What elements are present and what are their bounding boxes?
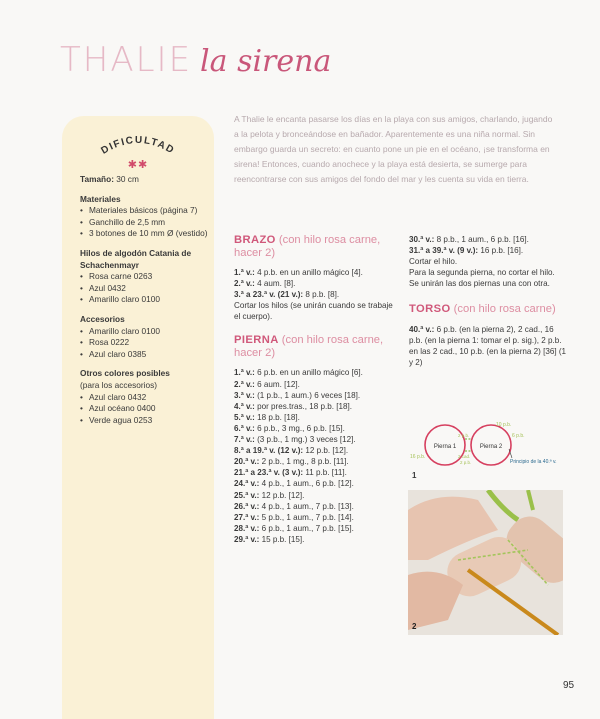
round-text: 16 p.b. [16].: [478, 246, 524, 256]
pierna-continuation: [409, 234, 567, 289]
round-label: 2.ª v.:: [234, 279, 255, 289]
round-text: por pres.tras., 18 p.b. [18].: [254, 401, 353, 411]
instruction-line: [234, 434, 394, 445]
list-item: • Amarillo claro 0100: [80, 326, 210, 338]
round-text: 11 p.b. [11].: [303, 468, 347, 478]
crochet-photo: [408, 490, 563, 635]
pierna-instructions: [234, 367, 394, 545]
round-text: 6 p.b., 3 mg., 6 p.b. [15].: [254, 423, 345, 433]
section-title-torso: [409, 303, 567, 316]
instruction-line: [234, 278, 394, 289]
instruction-line: [409, 256, 567, 267]
round-text: 6 p.b. en un anillo mágico [6].: [254, 368, 363, 378]
round-text: 4 p.b. en un anillo mágico [4].: [254, 268, 363, 277]
round-text: Cortar el hilo.: [409, 257, 458, 267]
round-label: 20.ª v.:: [234, 457, 260, 467]
label-16pb: 16 p.b.: [410, 454, 426, 460]
label-6pb: 6 p.b.: [512, 433, 525, 439]
instruction-line: [409, 267, 567, 278]
other-colors-title: Otros colores posibles: [80, 368, 170, 379]
label-10pb: 10 p.b.: [496, 422, 512, 428]
instruction-line: [234, 456, 394, 467]
instruction-line: [234, 423, 394, 434]
round-label: 27.ª v.:: [234, 512, 260, 522]
round-text: (1 p.b., 1 aum.) 6 veces [18].: [254, 390, 361, 400]
round-text: (3 p.b., 1 mg.) 3 veces [12].: [254, 435, 356, 445]
round-label: 2.ª v.:: [234, 379, 255, 389]
section-title-brazo: [234, 234, 394, 259]
round-text: 2 p.b., 1 mg., 8 p.b. [11].: [259, 457, 349, 467]
yarns-list: [80, 271, 210, 306]
round-label: 3.ª a 23.ª v. (21 v.):: [234, 290, 304, 300]
round-text: 4 p.b., 1 aum., 6 p.b. [12].: [259, 479, 354, 489]
instruction-line: [234, 523, 394, 534]
pattern-column-1: [234, 234, 394, 545]
title-subtitle: la sirena: [200, 44, 332, 79]
figure-number-2: 2: [412, 622, 417, 631]
crochet-photo-illustration: [408, 490, 563, 635]
page-title: [60, 40, 331, 80]
instruction-line: [234, 367, 394, 378]
round-text: 8 p.b. [8].: [303, 290, 340, 300]
label-2pb-top: 2 p.b.: [458, 433, 470, 438]
page-number: 95: [563, 680, 575, 691]
instruction-line: [409, 234, 567, 245]
round-label: 40.ª v.:: [409, 324, 435, 334]
section-title-bold: PIERNA: [234, 334, 279, 347]
label-2pb-bottom: 2 p.b.: [460, 460, 472, 465]
section-title-bold: BRAZO: [234, 234, 276, 246]
list-item: • Azul claro 0432: [80, 392, 210, 404]
list-item: • Azul claro 0385: [80, 349, 210, 361]
instruction-line: [234, 478, 394, 489]
instruction-line: [234, 534, 394, 545]
round-label: 8.ª a 19.ª v. (12 v.):: [234, 446, 304, 456]
instruction-line: [234, 289, 394, 300]
round-text: 6 aum. [12].: [254, 379, 300, 389]
legs-join-diagram: [408, 418, 568, 478]
round-label: 29.ª v.:: [234, 534, 260, 544]
instruction-line: [409, 245, 567, 256]
leg1-label: Pierna 1: [433, 444, 457, 450]
round-text: 4 p.b., 1 aum., 7 p.b. [13].: [259, 501, 354, 511]
round-text: 4 aum. [8].: [254, 279, 296, 289]
accessories-list: [80, 326, 210, 361]
other-colors-subtitle: (para los accesorios): [80, 379, 158, 390]
size-line: [80, 174, 210, 186]
materials-list: [80, 205, 210, 240]
round-label: 4.ª v.:: [234, 401, 255, 411]
round-text: Para la segunda pierna, no cortar el hilo.: [409, 268, 555, 278]
instruction-line: [234, 412, 394, 423]
difficulty-stars: ✱✱: [127, 159, 149, 171]
yarns-title: Hilos de algodón Catania de Schachenmayr: [80, 247, 192, 270]
brazo-instructions: [234, 267, 394, 322]
round-text: 12 p.b. [12].: [303, 446, 349, 456]
start-of-round-label: Principio de la 40.ª v.: [510, 459, 557, 465]
list-item: • Azul 0432: [80, 283, 210, 295]
label-2cad: 2 cad.: [458, 454, 471, 459]
round-text: 15 p.b. [15].: [259, 534, 305, 544]
instruction-line: [234, 445, 394, 456]
sidebar-info-box: [62, 116, 214, 719]
instruction-line: [234, 300, 394, 322]
section-title-rest: (con hilo rosa carne, hacer 2): [234, 234, 381, 259]
round-label: 7.ª v.:: [234, 435, 255, 445]
list-item: • Rosa carne 0263: [80, 271, 210, 283]
instruction-line: [234, 379, 394, 390]
intro-paragraph: A Thalie le encanta pasarse los días en la playa con sus amigos, charlando, jugando a la pelota y bronceándose en bañador. Aparentemente es una niña normal. Sin embargo guarda un secreto: en cuanto pone un pie en el océano, ¡se transforma en sirena! Entonces, cuando anochece y la playa está desierta, se sumerge para reencontrarse con sus amigos del fondo del mar y les cuenta su vida en tierra.: [234, 114, 553, 184]
list-item: • Ganchillo de 2,5 mm: [80, 217, 210, 229]
round-label: 5.ª v.:: [234, 412, 255, 422]
title-main: THALIE: [60, 40, 193, 80]
list-item: • Amarillo claro 0100: [80, 294, 210, 306]
instruction-line: [234, 267, 394, 278]
list-item: • Verde agua 0253: [80, 415, 210, 427]
size-label: Tamaño:: [80, 174, 114, 184]
round-label: 1.ª v.:: [234, 268, 255, 277]
round-label: 25.ª v.:: [234, 490, 260, 500]
leg2-label: Pierna 2: [479, 444, 503, 450]
round-text: Cortar los hilos (se unirán cuando se trabaje el cuerpo).: [234, 301, 393, 322]
pattern-column-2: [409, 234, 567, 368]
instruction-line: [234, 467, 394, 478]
round-label: 21.ª a 23.ª v. (3 v.):: [234, 468, 304, 478]
round-label: 31.ª a 39.ª v. (9 v.):: [409, 246, 479, 256]
round-label: 6.ª v.:: [234, 423, 255, 433]
sidebar-content: [80, 174, 210, 426]
instruction-line: [234, 501, 394, 512]
round-text: 12 p.b. [12].: [259, 490, 305, 500]
round-label: 26.ª v.:: [234, 501, 260, 511]
round-label: 28.ª v.:: [234, 523, 260, 533]
section-title-pierna: [234, 334, 394, 359]
instruction-line: [234, 490, 394, 501]
size-value: 30 cm: [113, 174, 139, 184]
round-text: 6 p.b., 1 aum., 7 p.b. [15].: [259, 523, 354, 533]
round-text: 6 p.b. (en la pierna 2), 2 cad., 16 p.b. (en la pierna 1: tomar el p. sig.), 2 p.b. en las 2 cad., 10 p.b. (en la pierna 2) [36] (1 y 2): [409, 324, 567, 368]
list-item: • Azul océano 0400: [80, 403, 210, 415]
round-label: 24.ª v.:: [234, 479, 260, 489]
figure-number-1: 1: [412, 471, 417, 480]
round-text: 18 p.b. [18].: [254, 412, 300, 422]
round-label: 1.ª v.:: [234, 368, 255, 378]
instruction-line: [234, 512, 394, 523]
section-title-bold: TORSO: [409, 303, 451, 316]
accessories-title: Accesorios: [80, 313, 125, 324]
list-item: • 3 botones de 10 mm Ø (vestido): [80, 228, 210, 240]
round-text: 5 p.b., 1 aum., 7 p.b. [14].: [259, 512, 354, 522]
round-label: 30.ª v.:: [409, 235, 435, 244]
round-text: Se unirán las dos piernas una con otra.: [409, 279, 550, 289]
instruction-line: [409, 278, 567, 289]
section-title-rest: (con hilo rosa carne, hacer 2): [234, 334, 384, 359]
torso-instructions: [409, 324, 567, 368]
list-item: • Rosa 0222: [80, 337, 210, 349]
difficulty-label: DIFICULTAD: [99, 134, 177, 157]
list-item: • Materiales básicos (página 7): [80, 205, 210, 217]
svg-text:DIFICULTAD: [99, 135, 176, 157]
materials-title: Materiales: [80, 193, 121, 204]
section-title-rest: (con hilo rosa carne): [450, 303, 556, 316]
instruction-line: [409, 324, 567, 368]
round-label: 3.ª v.:: [234, 390, 255, 400]
round-text: 8 p.b., 1 aum., 6 p.b. [16].: [434, 235, 529, 244]
other-colors-list: [80, 392, 210, 427]
instruction-line: [234, 390, 394, 401]
instruction-line: [234, 401, 394, 412]
